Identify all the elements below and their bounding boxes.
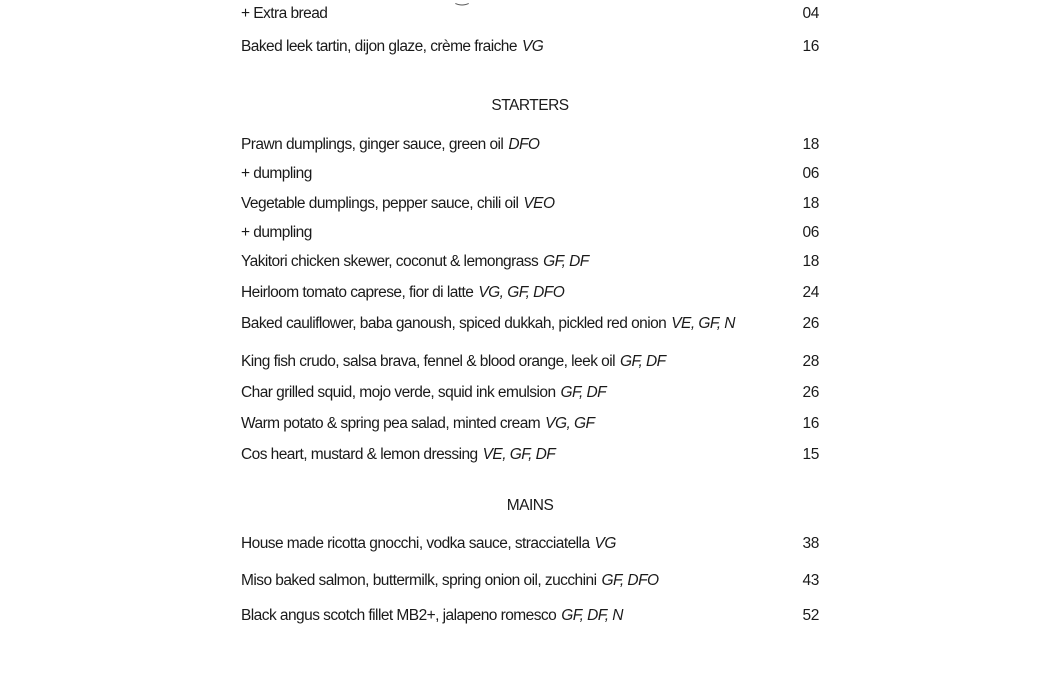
dietary-tags: GF, DF	[620, 353, 666, 370]
item-price: 06	[802, 165, 819, 182]
menu-item	[241, 195, 819, 217]
item-price: 18	[802, 253, 819, 270]
item-price: 28	[802, 353, 819, 370]
menu-item	[241, 384, 819, 406]
dietary-tags: VG, GF, DFO	[478, 284, 565, 301]
item-price: 38	[802, 535, 819, 552]
item-name: Yakitori chicken skewer, coconut & lemongrass	[241, 253, 539, 270]
section-title-starters: STARTERS	[491, 97, 569, 114]
menu-item	[241, 353, 819, 375]
item-name: Char grilled squid, mojo verde, squid ink emulsion	[241, 384, 556, 401]
item-price: 16	[802, 415, 819, 432]
item-name: Heirloom tomato caprese, fior di latte	[241, 284, 474, 301]
dietary-tags: GF, DF, N	[561, 607, 623, 624]
dietary-tags: GF, DF	[560, 384, 607, 401]
item-price: 52	[802, 607, 819, 624]
item-price: 15	[802, 446, 819, 463]
dietary-tags: GF, DFO	[601, 572, 659, 589]
section-title-mains: MAINS	[506, 497, 554, 514]
item-price: 16	[802, 38, 819, 55]
dietary-tags: DFO	[508, 136, 540, 153]
dietary-tags: VG, GF	[545, 415, 595, 432]
item-name: Miso baked salmon, buttermilk, spring onion oil, zucchini	[241, 572, 597, 589]
menu-item	[241, 572, 819, 594]
item-name: Black angus scotch fillet MB2+, jalapeno romesco	[241, 607, 557, 624]
menu-item	[241, 165, 819, 187]
item-price: 06	[802, 224, 819, 241]
item-name: Cos heart, mustard & lemon dressing	[241, 446, 478, 463]
menu-item	[241, 284, 819, 306]
dietary-tags: VG	[594, 535, 616, 552]
menu-item	[241, 315, 819, 337]
menu-item	[241, 446, 819, 468]
menu-item	[241, 607, 819, 629]
item-name: + dumpling	[241, 165, 312, 182]
item-name: House made ricotta gnocchi, vodka sauce, stracciatella	[241, 535, 590, 552]
item-name: Vegetable dumplings, pepper sauce, chili oil	[241, 195, 519, 212]
dietary-tags: GF, DF	[543, 253, 589, 270]
menu-item	[241, 415, 819, 437]
dietary-tags: VE, GF, N	[671, 315, 735, 332]
item-name: Baked leek tartin, dijon glaze, crème fraiche	[241, 38, 517, 55]
item-name: + Extra bread	[241, 5, 328, 22]
dietary-tags: VEO	[523, 195, 555, 212]
item-name: + dumpling	[241, 224, 312, 241]
item-price: 18	[802, 136, 819, 153]
item-name: Baked cauliflower, baba ganoush, spiced dukkah, pickled red onion	[241, 315, 667, 332]
item-name: Prawn dumplings, ginger sauce, green oil	[241, 136, 504, 153]
item-name: King fish crudo, salsa brava, fennel & blood orange, leek oil	[241, 353, 616, 370]
menu-item	[241, 136, 819, 158]
item-price: 24	[802, 284, 819, 301]
menu-item	[241, 224, 819, 246]
item-price: 43	[802, 572, 819, 589]
item-price: 04	[802, 5, 819, 22]
item-name: Warm potato & spring pea salad, minted cream	[241, 415, 541, 432]
item-price: 26	[802, 384, 819, 401]
menu-item	[241, 535, 819, 557]
item-price: 18	[802, 195, 819, 212]
menu-item	[241, 5, 819, 27]
item-price: 26	[802, 315, 819, 332]
menu-item	[241, 253, 819, 275]
dietary-tags: VG	[521, 38, 544, 55]
menu-item	[241, 38, 819, 60]
dietary-tags: VE, GF, DF	[482, 446, 556, 463]
